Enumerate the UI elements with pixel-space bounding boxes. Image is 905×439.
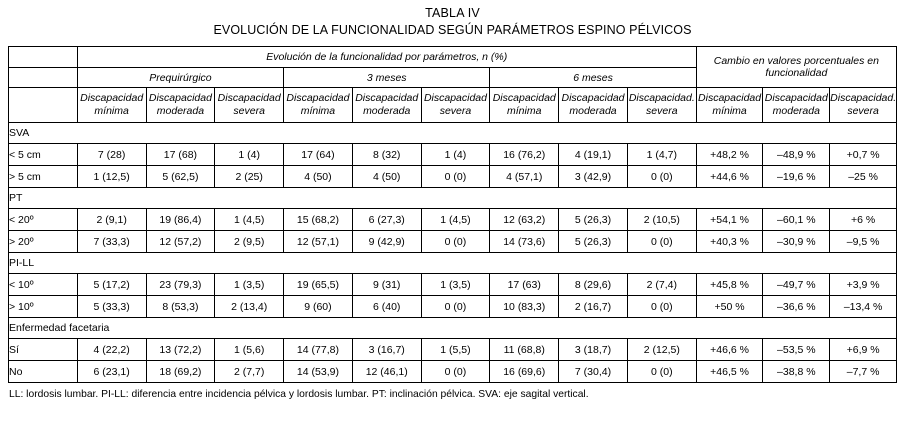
cell: +6 % — [830, 209, 897, 231]
section-label-sva: SVA — [9, 123, 897, 144]
table-footnote: LL: lordosis lumbar. PI-LL: diferencia entre incidencia pélvica y lordosis lumbar. PT: inclinación pélvica. SVA: eje sagital vertical. — [9, 389, 589, 401]
cell: 23 (79,3) — [146, 274, 215, 296]
header-col-7-line1: Discapacidad — [492, 92, 556, 105]
cell: 7 (28) — [77, 144, 146, 166]
header-col-6-line2: severa — [439, 105, 472, 118]
row-label: > 20º — [9, 231, 78, 253]
cell: 13 (72,2) — [146, 339, 215, 361]
header-period-prequirurgico: Prequirúrgico — [77, 68, 283, 88]
header-col-6 — [421, 88, 490, 123]
header-col-6-line1: Discapacidad — [423, 92, 487, 105]
header-col-3-line1: Discapacidad — [217, 92, 281, 105]
cell: 14 (73,6) — [490, 231, 559, 253]
header-col-12-line2: severa — [847, 105, 879, 118]
header-col-8-line1: Discapacidad — [561, 92, 625, 105]
header-group-change: Cambio en valores porcentuales en funcionalidad — [696, 47, 896, 88]
section-header-row — [9, 123, 897, 144]
table-row — [9, 274, 897, 296]
cell: 17 (68) — [146, 144, 215, 166]
cell: 4 (22,2) — [77, 339, 146, 361]
cell: 9 (60) — [284, 296, 353, 318]
header-col-1-line2: mínima — [94, 105, 129, 118]
cell: –48,9 % — [763, 144, 830, 166]
cell: 2 (12,5) — [627, 339, 696, 361]
cell: –49,7 % — [763, 274, 830, 296]
cell: 1 (3,5) — [421, 274, 490, 296]
cell: +3,9 % — [830, 274, 897, 296]
section-header-row — [9, 253, 897, 274]
cell: 12 (57,1) — [284, 231, 353, 253]
cell: 1 (4,5) — [215, 209, 284, 231]
cell: 8 (29,6) — [559, 274, 628, 296]
cell: 2 (16,7) — [559, 296, 628, 318]
row-label: < 10º — [9, 274, 78, 296]
cell: 14 (53,9) — [284, 361, 353, 383]
cell: 11 (68,8) — [490, 339, 559, 361]
header-col-11-line1: Discapacidad — [764, 92, 828, 105]
cell: 1 (5,5) — [421, 339, 490, 361]
header-col-2-line1: Discapacidad — [148, 92, 212, 105]
cell: 3 (42,9) — [559, 166, 628, 188]
section-label-pt: PT — [9, 188, 897, 209]
header-col-8 — [559, 88, 628, 123]
data-table — [8, 46, 897, 383]
row-label: > 5 cm — [9, 166, 78, 188]
section-header-row — [9, 318, 897, 339]
cell: +40,3 % — [696, 231, 763, 253]
cell: 12 (63,2) — [490, 209, 559, 231]
section-label-enfermedad-facetaria: Enfermedad facetaria — [9, 318, 897, 339]
header-col-2 — [146, 88, 215, 123]
table-row — [9, 166, 897, 188]
header-col-11-line2: moderada — [772, 105, 820, 118]
header-col-5 — [352, 88, 421, 123]
cell: 2 (9,5) — [215, 231, 284, 253]
cell: –25 % — [830, 166, 897, 188]
cell: 19 (86,4) — [146, 209, 215, 231]
cell: 1 (4,7) — [627, 144, 696, 166]
cell: +0,7 % — [830, 144, 897, 166]
header-corner — [9, 47, 78, 68]
header-col-11 — [763, 88, 830, 123]
header-col-10 — [696, 88, 763, 123]
cell: 15 (68,2) — [284, 209, 353, 231]
cell: 6 (27,3) — [352, 209, 421, 231]
cell: 16 (76,2) — [490, 144, 559, 166]
header-col-4 — [284, 88, 353, 123]
cell: +6,9 % — [830, 339, 897, 361]
header-col-5-line1: Discapacidad — [355, 92, 419, 105]
cell: +54,1 % — [696, 209, 763, 231]
cell: +45,8 % — [696, 274, 763, 296]
cell: –19,6 % — [763, 166, 830, 188]
cell: 4 (57,1) — [490, 166, 559, 188]
header-period-6-meses: 6 meses — [490, 68, 696, 88]
row-label: < 5 cm — [9, 144, 78, 166]
row-label: No — [9, 361, 78, 383]
cell: 6 (23,1) — [77, 361, 146, 383]
cell: +46,6 % — [696, 339, 763, 361]
cell: 0 (0) — [627, 361, 696, 383]
cell: 12 (46,1) — [352, 361, 421, 383]
header-col-9-line2: severa — [646, 105, 678, 118]
header-col-10-line1: Discapacidad — [698, 92, 762, 105]
cell: 10 (83,3) — [490, 296, 559, 318]
cell: 0 (0) — [421, 361, 490, 383]
table-number: TABLA IV — [425, 6, 480, 20]
cell: –60,1 % — [763, 209, 830, 231]
cell: 3 (18,7) — [559, 339, 628, 361]
cell: 2 (7,7) — [215, 361, 284, 383]
cell: 5 (26,3) — [559, 209, 628, 231]
cell: 4 (50) — [284, 166, 353, 188]
section-header-row — [9, 188, 897, 209]
cell: 0 (0) — [421, 296, 490, 318]
table-title — [8, 6, 897, 38]
cell: 7 (33,3) — [77, 231, 146, 253]
header-col-8-line2: moderada — [569, 105, 617, 118]
cell: 5 (33,3) — [77, 296, 146, 318]
cell: 9 (42,9) — [352, 231, 421, 253]
header-period-3-meses: 3 meses — [284, 68, 490, 88]
cell: 2 (25) — [215, 166, 284, 188]
cell: 5 (17,2) — [77, 274, 146, 296]
cell: 5 (26,3) — [559, 231, 628, 253]
cell: 0 (0) — [627, 166, 696, 188]
table-row — [9, 296, 897, 318]
cell: 0 (0) — [627, 231, 696, 253]
header-col-1-line1: Discapacidad — [80, 92, 144, 105]
cell: 2 (7,4) — [627, 274, 696, 296]
cell: +48,2 % — [696, 144, 763, 166]
cell: 1 (4,5) — [421, 209, 490, 231]
cell: 17 (64) — [284, 144, 353, 166]
cell: 1 (4) — [421, 144, 490, 166]
header-row-groups — [9, 47, 897, 68]
cell: 8 (32) — [352, 144, 421, 166]
cell: 0 (0) — [627, 296, 696, 318]
header-col-4-line1: Discapacidad — [286, 92, 350, 105]
header-col-5-line2: moderada — [363, 105, 411, 118]
header-col-10-line2: mínima — [712, 105, 747, 118]
section-label-pi-ll: PI-LL — [9, 253, 897, 274]
cell: 6 (40) — [352, 296, 421, 318]
table-caption: EVOLUCIÓN DE LA FUNCIONALIDAD SEGÚN PARÁMETROS ESPINO PÉLVICOS — [213, 22, 692, 37]
cell: 16 (69,6) — [490, 361, 559, 383]
cell: 2 (10,5) — [627, 209, 696, 231]
cell: 2 (9,1) — [77, 209, 146, 231]
cell: –9,5 % — [830, 231, 897, 253]
header-col-12-line1: Discapacidad. — [830, 92, 897, 105]
cell: 7 (30,4) — [559, 361, 628, 383]
cell: +44,6 % — [696, 166, 763, 188]
row-label: < 20º — [9, 209, 78, 231]
cell: 14 (77,8) — [284, 339, 353, 361]
table-row — [9, 231, 897, 253]
cell: –7,7 % — [830, 361, 897, 383]
cell: 4 (50) — [352, 166, 421, 188]
cell: 4 (19,1) — [559, 144, 628, 166]
header-row-columns — [9, 88, 897, 123]
header-col-7 — [490, 88, 559, 123]
cell: 1 (3,5) — [215, 274, 284, 296]
cell: –13,4 % — [830, 296, 897, 318]
cell: 17 (63) — [490, 274, 559, 296]
cell: 18 (69,2) — [146, 361, 215, 383]
table-row — [9, 361, 897, 383]
header-col-2-line2: moderada — [156, 105, 205, 118]
header-corner-3 — [9, 88, 78, 123]
cell: 1 (4) — [215, 144, 284, 166]
cell: 9 (31) — [352, 274, 421, 296]
cell: 3 (16,7) — [352, 339, 421, 361]
cell: 19 (65,5) — [284, 274, 353, 296]
header-col-4-line2: mínima — [300, 105, 336, 118]
header-col-12 — [830, 88, 897, 123]
header-col-3-line2: severa — [233, 105, 265, 118]
header-corner-2 — [9, 68, 78, 88]
cell: +50 % — [696, 296, 763, 318]
header-group-evolution: Evolución de la funcionalidad por parámetros, n (%) — [77, 47, 696, 68]
cell: 8 (53,3) — [146, 296, 215, 318]
header-col-9-line1: Discapacidad. — [628, 92, 695, 105]
cell: –38,8 % — [763, 361, 830, 383]
cell: –53,5 % — [763, 339, 830, 361]
cell: –30,9 % — [763, 231, 830, 253]
cell: 5 (62,5) — [146, 166, 215, 188]
header-col-3 — [215, 88, 284, 123]
cell: 2 (13,4) — [215, 296, 284, 318]
cell: 1 (12,5) — [77, 166, 146, 188]
header-col-9 — [627, 88, 696, 123]
cell: 12 (57,2) — [146, 231, 215, 253]
cell: 0 (0) — [421, 231, 490, 253]
cell: +46,5 % — [696, 361, 763, 383]
cell: –36,6 % — [763, 296, 830, 318]
table-row — [9, 144, 897, 166]
header-col-1 — [77, 88, 146, 123]
table-row — [9, 209, 897, 231]
header-col-7-line2: mínima — [507, 105, 542, 118]
cell: 0 (0) — [421, 166, 490, 188]
row-label: Sí — [9, 339, 78, 361]
row-label: > 10º — [9, 296, 78, 318]
table-row — [9, 339, 897, 361]
cell: 1 (5,6) — [215, 339, 284, 361]
